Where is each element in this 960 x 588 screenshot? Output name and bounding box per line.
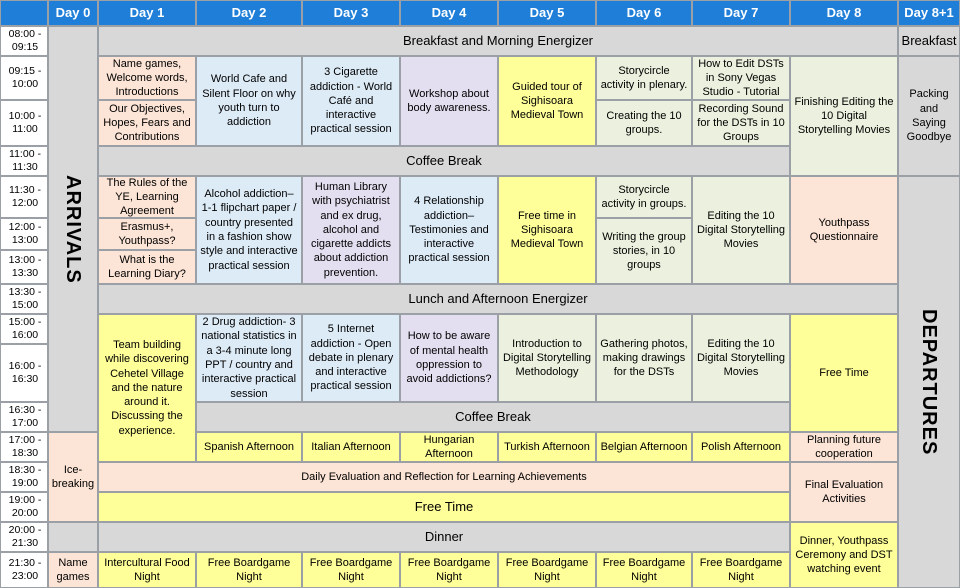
packing-cell: Packing and Saying Goodbye (898, 56, 960, 176)
day2-alcohol: Alcohol addiction– 1-1 flipchart paper / country presented in a fashion show style and interactive practical session (196, 176, 302, 284)
day1-objectives: Our Objectives, Hopes, Fears and Contributions (98, 100, 196, 146)
day5-intro: Introduction to Digital Storytelling Methodology (498, 314, 596, 402)
day1-erasmus: Erasmus+, Youthpass? (98, 218, 196, 250)
day2-drug: 2 Drug addiction- 3 national statistics in a 3-4 minute long PPT / country and interactive practical session (196, 314, 302, 402)
day7-vegas: How to Edit DSTs in Sony Vegas Studio - Tutorial (692, 56, 790, 100)
time-slot: 11:00 - 11:30 (0, 146, 48, 176)
day8-planning: Planning future cooperation (790, 432, 898, 462)
day4-mental: How to be aware of mental health oppression to avoid addictions? (400, 314, 498, 402)
day-header: Day 1 (98, 0, 196, 26)
time-slot: 17:00 - 18:30 (0, 432, 48, 462)
day6-groups: Creating the 10 groups. (596, 100, 692, 146)
time-slot: 19:00 - 20:00 (0, 492, 48, 522)
day-header: Day 8 (790, 0, 898, 26)
day8-questionnaire: Youthpass Questionnaire (790, 176, 898, 284)
day4-workshop: Workshop about body awareness. (400, 56, 498, 146)
day3-internet: 5 Internet addiction - Open debate in plenary and interactive practical session (302, 314, 400, 402)
day6-plenary: Storycircle activity in plenary. (596, 56, 692, 100)
day6-afternoon: Belgian Afternoon (596, 432, 692, 462)
time-slot: 11:30 - 12:00 (0, 176, 48, 218)
daily-evaluation-row: Daily Evaluation and Reflection for Learning Achievements (98, 462, 790, 492)
day8-final-evaluation: Final Evaluation Activities (790, 462, 898, 522)
arrivals-cell (48, 26, 98, 432)
day5-afternoon: Turkish Afternoon (498, 432, 596, 462)
day-header: Day 7 (692, 0, 790, 26)
day8-finishing: Finishing Editing the 10 Digital Storytelling Movies (790, 56, 898, 176)
day-header: Day 2 (196, 0, 302, 26)
icebreaking-cell: Ice-breaking (48, 432, 98, 522)
free-time-row: Free Time (98, 492, 790, 522)
corner-cell (0, 0, 48, 26)
day5-night: Free Boardgame Night (498, 552, 596, 588)
day-header: Day 3 (302, 0, 400, 26)
day1-name-games: Name games, Welcome words, Introductions (98, 56, 196, 100)
day7-afternoon: Polish Afternoon (692, 432, 790, 462)
day-header: Day 6 (596, 0, 692, 26)
day2-night: Free Boardgame Night (196, 552, 302, 588)
time-slot: 20:00 - 21:30 (0, 522, 48, 552)
time-slot: 08:00 - 09:15 (0, 26, 48, 56)
time-slot: 16:00 - 16:30 (0, 344, 48, 402)
day1-diary: What is the Learning Diary? (98, 250, 196, 284)
day2-afternoon: Spanish Afternoon (196, 432, 302, 462)
day7-recording: Recording Sound for the DSTs in 10 Groups (692, 100, 790, 146)
day4-relationship: 4 Relationship addiction– Testimonies and interactive practical session (400, 176, 498, 284)
day4-afternoon: Hungarian Afternoon (400, 432, 498, 462)
time-slot: 13:30 - 15:00 (0, 284, 48, 314)
day0-dinner-cell (48, 522, 98, 552)
departures-label: DEPARTURES (918, 308, 940, 456)
day-header: Day 5 (498, 0, 596, 26)
time-slot: 21:30 - 23:00 (0, 552, 48, 588)
time-slot: 15:00 - 16:00 (0, 314, 48, 344)
day3-library: Human Library with psychiatrist and ex drug, alcohol and cigarette addicts about addiction prevention. (302, 176, 400, 284)
arrivals-label: ARRIVALS (62, 174, 84, 284)
dinner-row: Dinner (98, 522, 790, 552)
day-header: Day 4 (400, 0, 498, 26)
day5-free-time: Free time in Sighisoara Medieval Town (498, 176, 596, 284)
day6-night: Free Boardgame Night (596, 552, 692, 588)
day-header: Day 8+1 (898, 0, 960, 26)
day7-night: Free Boardgame Night (692, 552, 790, 588)
day4-night: Free Boardgame Night (400, 552, 498, 588)
time-slot: 09:15 - 10:00 (0, 56, 48, 100)
day6-writing: Writing the group stories, in 10 groups (596, 218, 692, 284)
lunch-energizer-row: Lunch and Afternoon Energizer (98, 284, 898, 314)
coffee-break-row-2: Coffee Break (196, 402, 790, 432)
time-slot: 18:30 - 19:00 (0, 462, 48, 492)
day0-name-games-cell: Name games (48, 552, 98, 588)
breakfast-energizer-row: Breakfast and Morning Energizer (98, 26, 898, 56)
day2-world-cafe: World Cafe and Silent Floor on why youth turn to addiction (196, 56, 302, 146)
time-slot: 12:00 - 13:00 (0, 218, 48, 250)
day6-photos: Gathering photos, making drawings for the DSTs (596, 314, 692, 402)
breakfast-cell: Breakfast (898, 26, 960, 56)
time-slot: 13:00 - 13:30 (0, 250, 48, 284)
day8-free-time: Free Time (790, 314, 898, 432)
day8-ceremony: Dinner, Youthpass Ceremony and DST watching event (790, 522, 898, 588)
day1-food-night: Intercultural Food Night (98, 552, 196, 588)
day1-rules: The Rules of the YE, Learning Agreement (98, 176, 196, 218)
time-slot: 10:00 - 11:00 (0, 100, 48, 146)
day6-groups-activity: Storycircle activity in groups. (596, 176, 692, 218)
coffee-break-row: Coffee Break (98, 146, 790, 176)
day5-tour: Guided tour of Sighisoara Medieval Town (498, 56, 596, 146)
day7-editing-1: Editing the 10 Digital Storytelling Movies (692, 176, 790, 284)
departures-cell (898, 176, 960, 588)
day1-team-building: Team building while discovering Cehetel Village and the nature around it. Discussing the experience. (98, 314, 196, 462)
day7-editing-2: Editing the 10 Digital Storytelling Movies (692, 314, 790, 402)
day3-night: Free Boardgame Night (302, 552, 400, 588)
day3-afternoon: Italian Afternoon (302, 432, 400, 462)
day-header: Day 0 (48, 0, 98, 26)
day3-cigarette: 3 Cigarette addiction - World Café and interactive practical session (302, 56, 400, 146)
time-slot: 16:30 - 17:00 (0, 402, 48, 432)
